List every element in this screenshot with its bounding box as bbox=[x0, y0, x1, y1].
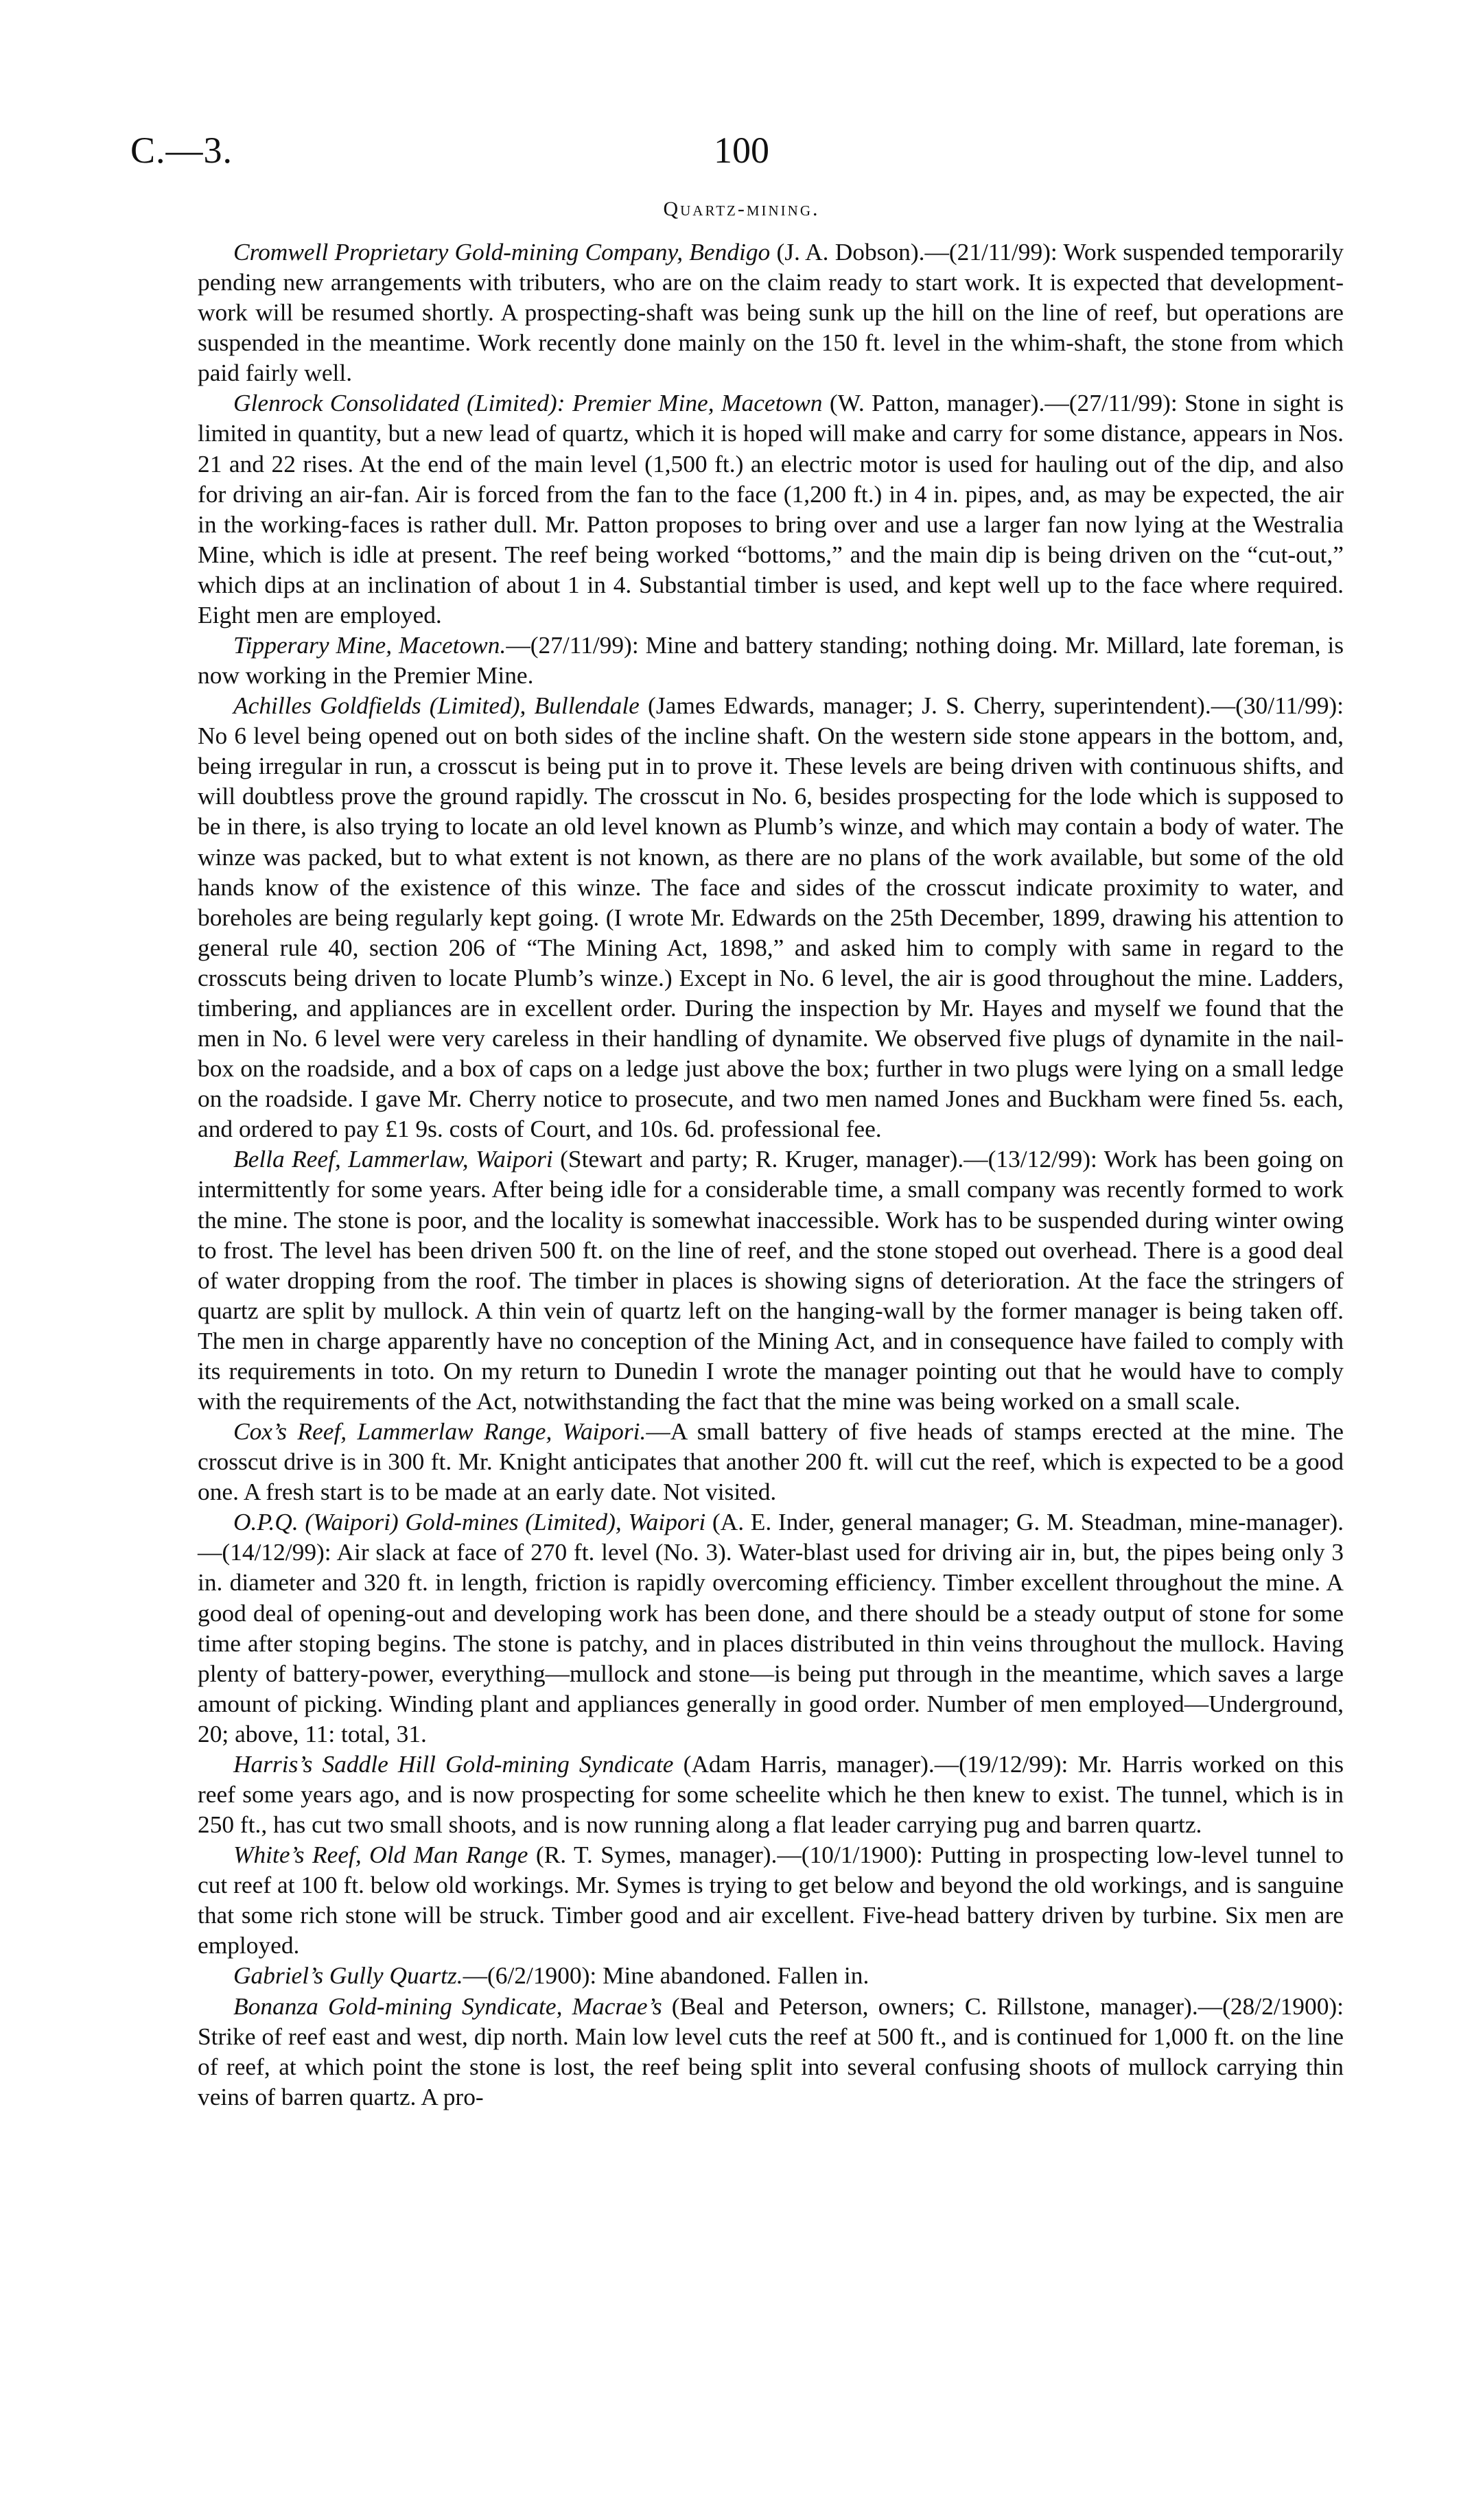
entry-text: (W. Patton, manager).—(27/11/99): Stone in sight is limited in quantity, but a new lead of quartz, which it is hoped will make and carry for some distance, appears in Nos. 21 and 22 rises. At the end of the main level (1,500 ft.) an electric motor is used for hauling out of the dip, and also for driving an air-fan. Air is forced from the fan to the face (1,200 ft.) in 4 in. pipes, and, as may be expected, the air in the working-faces is rather dull. Mr. Patton proposes to bring over and use a larger fan now lying at the Westralia Mine, which is idle at present. The reef being worked “bottoms,” and the main dip is being driven on the “cut-out,” which dips at an inclination of about 1 in 4. Substantial timber is used, and kept well up to the face where required. Eight men are employed. bbox=[198, 389, 1344, 628]
report-entry-coxs-reef bbox=[198, 1416, 1344, 1507]
report-entry-gabriels-gully bbox=[198, 1960, 1344, 1990]
entry-title: Bonanza Gold-mining Syndicate, Macrae’s bbox=[233, 1992, 662, 2020]
entry-title: Bella Reef, Lammerlaw, Waipori bbox=[233, 1145, 553, 1173]
entry-title: O.P.Q. (Waipori) Gold-mines (Limited), Waipori bbox=[233, 1508, 706, 1536]
report-entry-bonanza bbox=[198, 1991, 1344, 2112]
report-entry-glenrock bbox=[198, 388, 1344, 630]
section-title: Quartz-mining. bbox=[663, 198, 820, 220]
report-entry-whites-reef bbox=[198, 1839, 1344, 1960]
report-entry-bella-reef bbox=[198, 1144, 1344, 1416]
entry-text: —A small battery of five heads of stamps erected at the mine. The crosscut drive is in 300 ft. Mr. Knight anticipates that another 200 ft. will cut the reef, which is expected to be a good one. A fresh start is to be made at an early date. Not visited. bbox=[198, 1417, 1344, 1506]
entry-title: White’s Reef, Old Man Range bbox=[233, 1841, 528, 1869]
entry-text: —(6/2/1900): Mine abandoned. Fallen in. bbox=[463, 1962, 869, 1990]
entry-title: Tipperary Mine, Macetown. bbox=[233, 631, 506, 659]
report-entry-tipperary bbox=[198, 630, 1344, 690]
report-entry-achilles bbox=[198, 690, 1344, 1144]
entry-text: —(27/11/99): Mine and battery standing; nothing doing. Mr. Millard, late foreman, is now working in the Premier Mine. bbox=[198, 631, 1344, 690]
entry-text: (A. E. Inder, general manager; G. M. Steadman, mine-manager).—(14/12/99): Air slack at face of 270 ft. level (No. 3). Water-blast used for driving air in, but, the pipes being only 3 in. diameter and 320 ft. in length, friction is rapidly overcoming efficiency. Timber excellent throughout the mine. A good deal of opening-out and developing work has been done, and there should be a steady output of stone for some time after stoping begins. The stone is patchy, and in places distributed in thin veins throughout the mullock. Having plenty of battery-power, everything—mullock and stone—is being put through in the meantime, which saves a large amount of picking. Winding plant and appliances generally in good order. Number of men employed—Underground, 20; above, 11: total, 31. bbox=[198, 1508, 1344, 1747]
report-entry-harris bbox=[198, 1749, 1344, 1839]
report-entry-opq bbox=[198, 1507, 1344, 1749]
entry-text: (Adam Harris, manager).—(19/12/99): Mr. Harris worked on this reef some years ago, and is now prospecting for some scheelite which he then knew to exist. The tunnel, which is in 250 ft., has cut two small shoots, and is now running along a flat leader carrying pug and barren quartz. bbox=[198, 1750, 1344, 1839]
entry-text: (James Edwards, manager; J. S. Cherry, superintendent).—(30/11/99): No 6 level being opened out on both sides of the incline shaft. On the western side stone appears in the bottom, and, being irregular in run, a crosscut is being put in to prove it. These levels are being driven with continuous shifts, and will doubtless prove the ground rapidly. The crosscut in No. 6, besides prospecting for the lode which is supposed to be in there, is also trying to locate an old level known as Plumb’s winze, and which may contain a body of water. The winze was packed, but to what extent is not known, as there are no plans of the work available, but some of the old hands know of the existence of this winze. The face and sides of the crosscut indicate proximity to water, and boreholes are being regularly kept going. (I wrote Mr. Edwards on the 25th December, 1899, drawing his attention to general rule 40, section 206 of “The Mining Act, 1898,” and asked him to comply with same in regard to the crosscuts being driven to locate Plumb’s winze.) Except in No. 6 level, the air is good throughout the mine. Ladders, timbering, and appliances are in excellent order. During the inspection by Mr. Hayes and myself we found that the men in No. 6 level were very careless in their handling of dynamite. We observed five plugs of dynamite in the nail-box on the roadside, and a box of caps on a ledge just above the box; further in two plugs were lying on a small ledge on the roadside. I gave Mr. Cherry notice to prosecute, and two men named Jones and Buckham were fined 5s. each, and ordered to pay £1 9s. costs of Court, and 10s. 6d. professional fee. bbox=[198, 692, 1344, 1143]
entry-text: (R. T. Symes, manager).—(10/1/1900): Putting in prospecting low-level tunnel to cut reef at 100 ft. below old workings. Mr. Symes is trying to get below and beyond the old workings, and is sanguine that some rich stone will be struck. Timber good and air excellent. Five-head battery driven by turbine. Six men are employed. bbox=[198, 1841, 1344, 1959]
entry-text: (J. A. Dobson).—(21/11/99): Work suspended temporarily pending new arrangements with tributers, who are on the claim ready to start work. It is expected that development-work will be resumed shortly. A prospecting-shaft was being sunk up the hill on the line of reef, but operations are suspended in the meantime. Work recently done mainly on the 150 ft. level in the whim-shaft, the stone from which paid fairly well. bbox=[198, 238, 1344, 387]
entry-title: Gabriel’s Gully Quartz. bbox=[233, 1962, 463, 1990]
entry-title: Cromwell Proprietary Gold-mining Company, Bendigo bbox=[233, 238, 771, 266]
entry-title: Glenrock Consolidated (Limited): Premier Mine, Macetown bbox=[233, 389, 823, 417]
entry-title: Cox’s Reef, Lammerlaw Range, Waipori. bbox=[233, 1417, 646, 1446]
entry-text: (Stewart and party; R. Kruger, manager).—(13/12/99): Work has been going on intermittently for some years. After being idle for a considerable time, a small company was recently formed to work the mine. The stone is poor, and the locality is somewhat inaccessible. Work has to be suspended during winter owing to frost. The level has been driven 500 ft. on the line of reef, and the stone stoped out overhead. There is a good deal of water dropping from the roof. The timber in places is showing signs of deterioration. At the face the stringers of quartz are split by mullock. A thin vein of quartz left on the hanging-wall by the former manager is being taken off. The men in charge apparently have no conception of the Mining Act, and in consequence have failed to comply with its requirements in toto. On my return to Dunedin I wrote the manager pointing out that he would have to comply with the requirements of the Act, notwithstanding the fact that the mine was being worked on a small scale. bbox=[198, 1145, 1344, 1415]
report-body bbox=[198, 237, 1344, 2112]
page-header bbox=[0, 0, 1483, 206]
page-number: 100 bbox=[714, 130, 769, 171]
document-reference: C.—3. bbox=[130, 130, 233, 171]
entry-text: (Beal and Peterson, owners; C. Rillstone, manager).—(28/2/1900): Strike of reef east and west, dip north. Main low level cuts the reef at 500 ft., and is continued for 1,000 ft. on the line of reef, at which point the stone is lost, the reef being split into several confusing shoots of mullock carrying thin veins of barren quartz. A pro- bbox=[198, 1992, 1344, 2110]
entry-title: Harris’s Saddle Hill Gold-mining Syndicate bbox=[233, 1750, 674, 1778]
entry-title: Achilles Goldfields (Limited), Bullendale bbox=[233, 692, 640, 720]
report-entry-cromwell bbox=[198, 237, 1344, 388]
